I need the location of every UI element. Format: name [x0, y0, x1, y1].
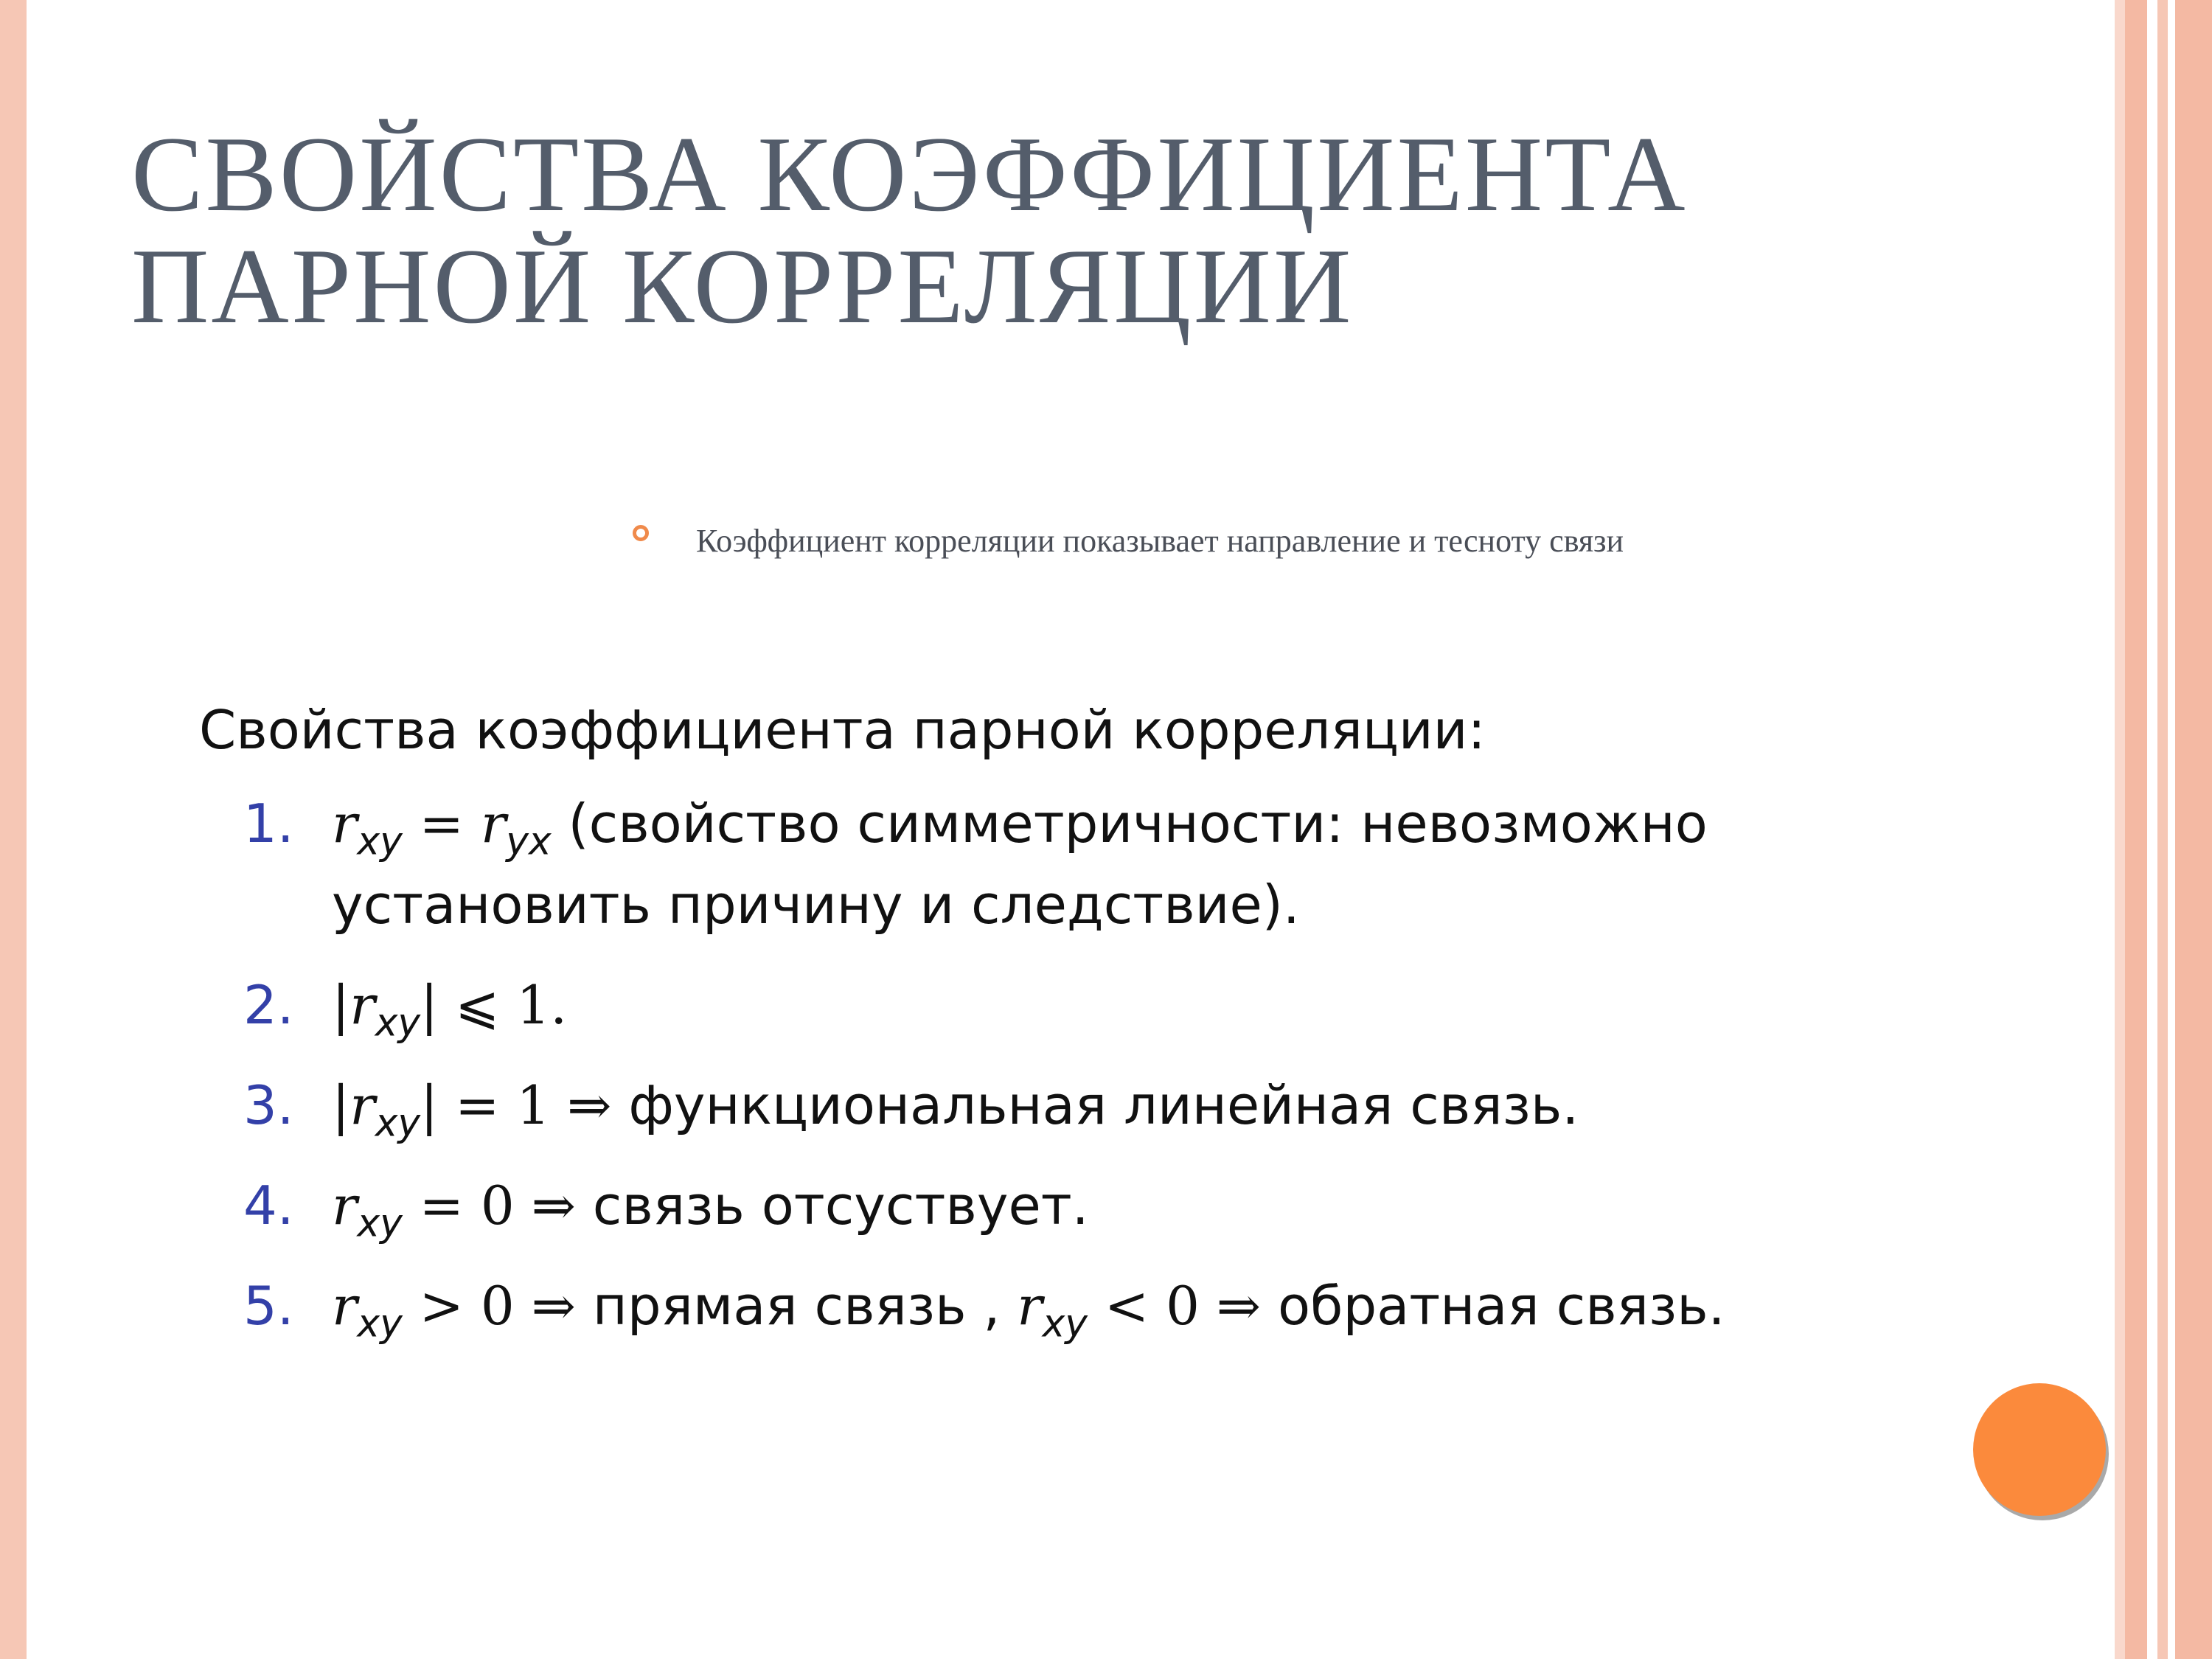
item-number: 1. [243, 793, 294, 855]
properties-heading: Свойства коэффициента парной корреляции: [199, 699, 1486, 761]
math-relation: < 0 ⇒ [1087, 1275, 1278, 1337]
properties-block [199, 693, 1969, 1366]
abs-bar: | [420, 1074, 439, 1136]
property-item [199, 783, 1969, 945]
math-subscript: xy [357, 819, 403, 864]
abs-bar: | [332, 974, 350, 1036]
property-item [199, 1265, 1969, 1346]
right-border-stripe [2157, 0, 2168, 1659]
math-relation: = 1 ⇒ [438, 1074, 629, 1136]
math-var: r [349, 1074, 375, 1136]
math-var: r [480, 793, 507, 855]
math-var: r [332, 793, 358, 855]
item-line [332, 783, 1969, 864]
property-item [199, 1165, 1969, 1246]
math-relation: > 0 ⇒ [402, 1275, 593, 1337]
property-item [199, 964, 1969, 1046]
abs-bar: | [420, 974, 439, 1036]
bullet-icon [633, 525, 649, 541]
slide-title-line2: ПАРНОЙ КОРРЕЛЯЦИИ [131, 226, 1354, 346]
math-var: r [1017, 1275, 1043, 1337]
item-line [332, 964, 1969, 1046]
item-number: 4. [243, 1175, 294, 1237]
math-subscript: xy [357, 1301, 403, 1346]
right-border-gap [2147, 0, 2157, 1659]
slide-title-line1: СВОЙСТВА КОЭФФИЦИЕНТА [131, 114, 1688, 234]
math-var: r [332, 1175, 358, 1237]
math-relation: ⩽ 1. [438, 974, 568, 1036]
item-number: 5. [243, 1275, 294, 1337]
math-subscript: xy [1042, 1301, 1088, 1346]
item-text: связь отсуствует. [592, 1175, 1089, 1237]
math-subscript: yx [506, 819, 552, 864]
right-border-stripe [2125, 0, 2147, 1659]
math-subscript: xy [357, 1201, 403, 1246]
right-border-gap [2168, 0, 2175, 1659]
property-item [199, 1065, 1969, 1146]
math-subscript: xy [375, 1101, 421, 1146]
item-line [332, 1265, 1969, 1346]
item-number: 3. [243, 1074, 294, 1136]
item-number: 2. [243, 974, 294, 1036]
left-border-stripe [0, 0, 27, 1659]
orange-circle-decoration [1973, 1383, 2106, 1516]
math-operator: = [402, 793, 481, 855]
item-line [332, 1165, 1969, 1246]
item-text-continued: установить причину и следствие). [332, 874, 1300, 936]
math-var: r [332, 1275, 358, 1337]
item-text: прямая связь , [592, 1275, 1018, 1337]
item-text: функциональная линейная связь. [628, 1074, 1579, 1136]
right-border-stripe [2115, 0, 2125, 1659]
slide-title [131, 114, 1901, 346]
item-line [332, 1065, 1969, 1146]
right-border-stripe [2175, 0, 2212, 1659]
abs-bar: | [332, 1074, 350, 1136]
math-relation: = 0 ⇒ [402, 1175, 593, 1237]
item-text: обратная связь. [1278, 1275, 1725, 1337]
item-text: (свойство симметричности: невозможно [551, 793, 1708, 855]
math-var: r [349, 974, 375, 1036]
math-subscript: xy [375, 1001, 421, 1046]
bullet-text: Коэффициент корреляции показывает направление и тесноту связи [696, 523, 1624, 559]
